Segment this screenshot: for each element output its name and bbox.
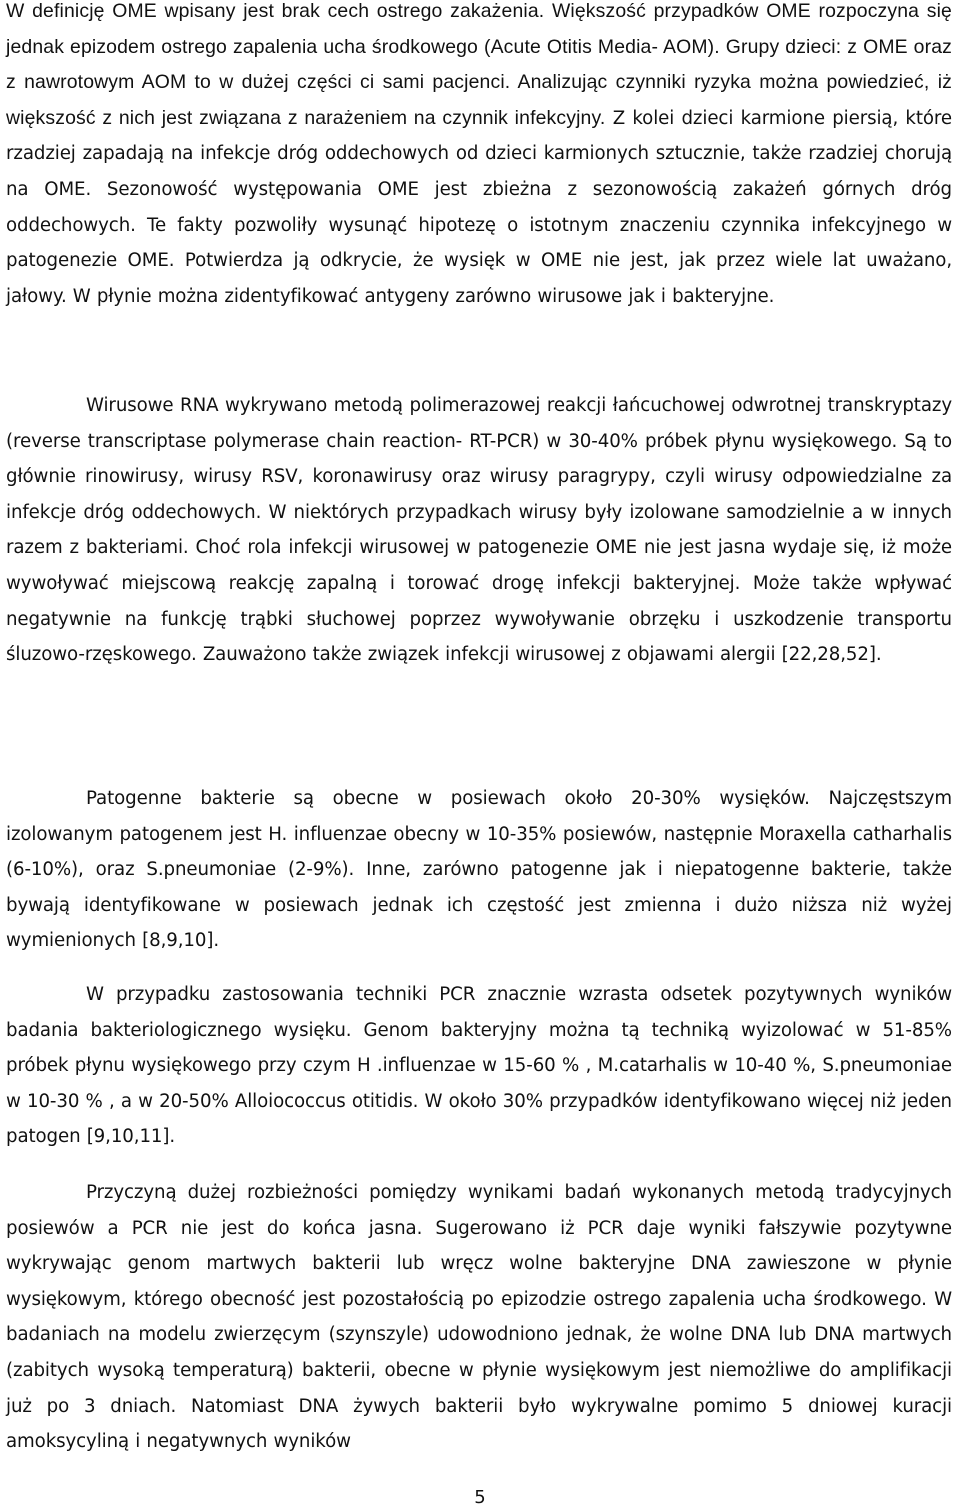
paragraph-text-arial: W definicję OME wpisany jest brak cech ostrego zakażenia. Większość przypadków OME rozpoczyna się jednak epizodem ostrego zapalenia ucha środkowego (Acute Otitis Media- AOM). Grupy dzieci: z OME oraz z nawrotowym AOM to w dużej części ci sami pacjenci. Analizując czynniki ryzyka można powiedzieć, iż większość z nich jest związana z narażeniem na czynnik infekcyjny. [6,0,952,129]
page-number: 5 [474,1487,486,1508]
paragraph-viral-rna: Wirusowe RNA wykrywano metodą polimerazowej reakcji łańcuchowej odwrotnej transkryptazy (reverse transcriptase polymerase chain reaction- RT-PCR) w 30-40% próbek płynu wysiękowego. Są to głównie rinowirusy, wirusy RSV, koronawirusy oraz wirusy paragrypy, czyli wirusy odpowiedzialne za infekcje dróg oddechowych. W niektórych przypadkach wirusy były izolowane samodzielnie a w innych razem z bakteriami. Choć rola infekcji wirusowej w patogenezie OME nie jest jasna wydaje się, iż może wywoływać miejscową reakcję zapalną i torować drogę infekcji bakteryjnej. Może także wpływać negatywnie na funkcję trąbki słuchowej poprzez wywoływanie obrzęku i uszkodzenie transportu śluzowo-rzęskowego. Zauważono także związek infekcji wirusowej z objawami alergii [22,28,52]. [6,395,952,666]
paragraph-pcr-technique: W przypadku zastosowania techniki PCR znacznie wzrasta odsetek pozytywnych wyników badania bakteriologicznego wysięku. Genom bakteryjny można tą techniką wyizolować w 51-85% próbek płynu wysiękowego przy czym H .influenzae w 15-60 % , M.catarhalis w 10-40 %, S.pneumoniae w 10-30 % , a w 20-50% Alloiococcus otitidis. W około 30% przypadków identyfikowano więcej niż jeden patogen [9,10,11]. [6,984,952,1148]
paragraph-ome-definition [6,0,952,314]
paragraph-text-calibri: Z kolei dzieci karmione piersią, które rzadziej zapadają na infekcje dróg oddechowych od dzieci karmionych sztucznie, także rzadziej chorują na OME. Sezonowość występowania OME jest zbieżna z sezonowością zakażeń górnych dróg oddechowych. Te fakty pozwoliły wysunąć hipotezę o istotnym znaczeniu czynnika infekcyjnego w patogenezie OME. Potwierdza ją odkrycie, że wysięk w OME nie jest, jak przez wiele lat uważano, jałowy. W płynie można zidentyfikować antygeny zarówno wirusowe jak i bakteryjne. [6,107,952,307]
paragraph-discrepancy-cause: Przyczyną dużej rozbieżności pomiędzy wynikami badań wykonanych metodą tradycyjnych posiewów a PCR nie jest do końca jasna. Sugerowano iż PCR daje wyniki fałszywie pozytywne wykrywając genom martwych bakterii lub wręcz wolne bakteryjne DNA zawieszone w płynie wysiękowym, którego obecność jest pozostałością po epizodzie ostrego zapalenia ucha środkowego. W badaniach na modelu zwierzęcym (szynszyle) udowodniono jednak, że wolne DNA lub DNA martwych (zabitych wysoką temperaturą) bakterii, obecne w płynie wysiękowym jest niemożliwe do amplifikacji już po 3 dniach. Natomiast DNA żywych bakterii było wykrywalne pomimo 5 dniowej kuracji amoksycyliną i negatywnych wyników [6,1182,952,1453]
paragraph-pathogenic-bacteria: Patogenne bakterie są obecne w posiewach około 20-30% wysięków. Najczęstszym izolowanym patogenem jest H. influenzae obecny w 10-35% posiewów, następnie Moraxella catharhalis (6-10%), oraz S.pneumoniae (2-9%). Inne, zarówno patogenne jak i niepatogenne bakterie, także bywają identyfikowane w posiewach jednak ich częstość jest zmienna i dużo niższa niż wyżej wymienionych [8,9,10]. [6,788,952,952]
